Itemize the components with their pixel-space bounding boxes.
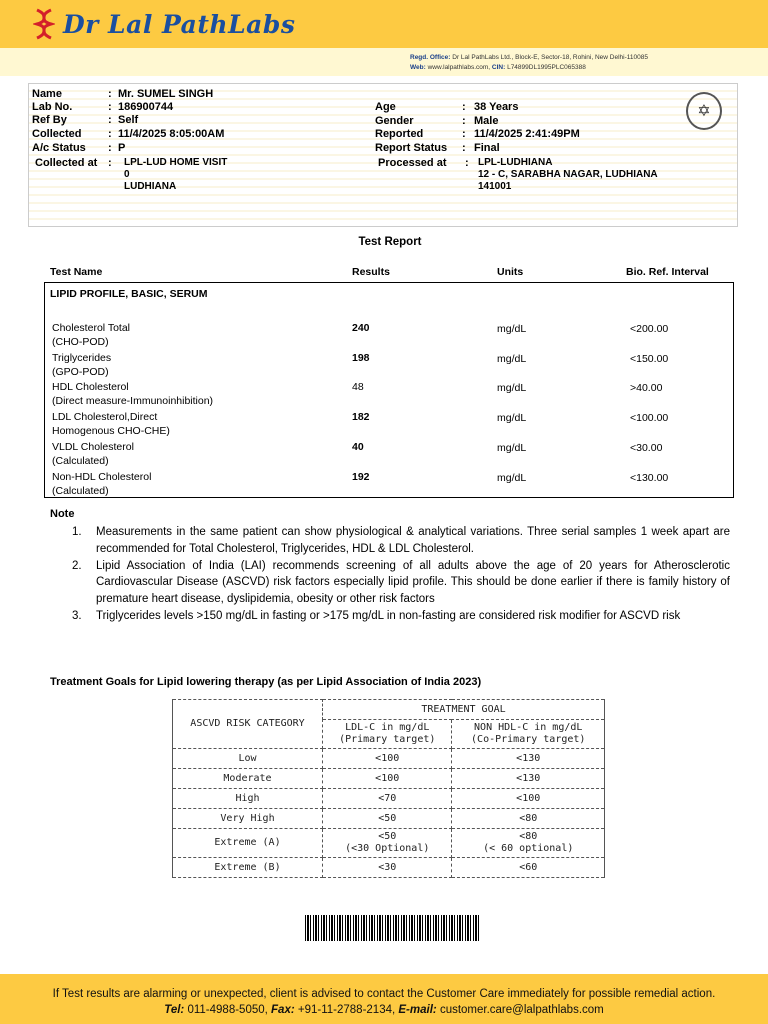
test-method: (Calculated) — [52, 484, 109, 497]
test-name: Non-HDL Cholesterol — [52, 470, 152, 483]
test-ref-interval: <200.00 — [630, 323, 669, 335]
goal-row — [173, 789, 605, 809]
collected-at-line: LUDHIANA — [124, 181, 177, 192]
risk-category: Low — [173, 749, 323, 769]
risk-category: Extreme (B) — [173, 858, 323, 878]
field-value: Final — [474, 142, 500, 154]
tel-value: 011-4988-5050, — [187, 1004, 268, 1016]
test-method: (CHO-POD) — [52, 336, 109, 348]
goal-row — [173, 769, 605, 789]
goal-row — [173, 829, 605, 858]
web-label: Web: — [410, 64, 426, 71]
goal-row — [173, 858, 605, 878]
test-name: VLDL Cholesterol — [52, 440, 134, 453]
test-result: 192 — [352, 470, 370, 483]
test-name: Triglycerides — [52, 351, 112, 364]
note-number: 3. — [72, 609, 82, 622]
test-result: 240 — [352, 322, 370, 334]
email-link[interactable]: customer.care@lalpathlabs.com — [439, 1004, 604, 1016]
table-row — [52, 321, 130, 349]
test-unit: mg/dL — [497, 441, 527, 454]
field-label: Ref By — [32, 114, 67, 126]
field-label: Report Status — [375, 142, 448, 154]
fax-label: Fax: — [271, 1004, 295, 1016]
header-subband — [0, 48, 768, 76]
collected-at-line: 0 — [124, 169, 130, 180]
tel-label: Tel: — [164, 1004, 185, 1016]
test-ref-interval: >40.00 — [630, 382, 663, 395]
test-ref-interval: <30.00 — [630, 441, 663, 454]
test-method: (Direct measure-Immunoinhibition) — [52, 395, 214, 408]
col-test-name: Test Name — [50, 266, 103, 278]
note-item — [72, 608, 730, 625]
nonhdl-target: <130 — [452, 749, 605, 769]
field-value: 11/4/2025 8:05:00AM — [118, 128, 225, 140]
test-result: 198 — [352, 351, 370, 364]
processed-at-label: Processed at — [378, 157, 447, 169]
field-label: Lab No. — [32, 101, 73, 113]
colon: : — [108, 88, 112, 100]
cin-value: L74899DL1995PLC065388 — [507, 64, 586, 71]
footer-advice: If Test results are alarming or unexpected, client is advised to contact the Customer Care immediately for possible remedial action. — [52, 988, 716, 1000]
field-label: Age — [375, 101, 396, 113]
field-value: 186900744 — [118, 101, 174, 113]
test-unit: mg/dL — [497, 352, 527, 365]
web-link[interactable]: www.lalpathlabs.com, — [427, 64, 491, 71]
test-name: LDL Cholesterol,Direct — [52, 411, 158, 424]
test-unit: mg/dL — [497, 471, 527, 484]
colon: : — [108, 114, 112, 126]
test-result: 182 — [352, 411, 370, 424]
test-ref-interval: <150.00 — [630, 352, 669, 365]
treatment-goals-table — [172, 699, 605, 878]
colon: : — [462, 128, 466, 140]
col-risk-category: ASCVD RISK CATEGORY — [173, 700, 323, 749]
collected-at-line: LPL-LUD HOME VISIT — [124, 157, 228, 168]
barcode — [305, 915, 480, 941]
colon: : — [108, 128, 112, 140]
test-result: 40 — [352, 440, 364, 453]
risk-category: Very High — [173, 809, 323, 829]
test-name: HDL Cholesterol — [52, 381, 129, 394]
report-title: Test Report — [358, 236, 422, 248]
email-label: E-mail: — [398, 1004, 437, 1016]
field-value: 11/4/2025 2:41:49PM — [474, 128, 580, 140]
col-units: Units — [497, 266, 524, 278]
risk-category: Moderate — [173, 769, 323, 789]
panel-name: LIPID PROFILE, BASIC, SERUM — [50, 288, 208, 300]
ldl-target: <50 (<30 Optional) — [323, 829, 452, 858]
footer — [0, 974, 768, 1024]
nonhdl-target: <100 — [452, 789, 605, 809]
field-value: Male — [474, 115, 499, 127]
brand-logo — [33, 8, 295, 40]
fax-value: +91-11-2788-2134, — [297, 1004, 396, 1016]
note-item — [72, 524, 730, 558]
col-ref-interval: Bio. Ref. Interval — [626, 266, 709, 278]
colon: : — [465, 157, 469, 169]
nonhdl-target: <60 — [452, 858, 605, 878]
test-ref-interval: <130.00 — [630, 471, 669, 484]
test-unit: mg/dL — [497, 412, 527, 425]
processed-at-line: LPL-LUDHIANA — [478, 157, 553, 168]
field-value: 38 Years — [474, 101, 519, 113]
col-nonhdl: NON HDL-C in mg/dL (Co-Primary target) — [452, 720, 605, 749]
note-text: Triglycerides levels >150 mg/dL in fasting or >175 mg/dL in non-fasting are considered risk modifier for ASCVD risk — [96, 609, 681, 622]
note-text: Lipid Association of India (LAI) recommends screening of all adults above the age of 20 years for Atherosclerotic Cardiovascular Disease (ASCVD) risk factors especially lipid profile. This should be done earlier if there is family history of premature heart disease, dyslipidemia, obesity or other risk factors — [96, 559, 730, 606]
ldl-target: <100 — [323, 749, 452, 769]
colon: : — [462, 115, 466, 127]
test-unit: mg/dL — [497, 382, 527, 395]
colon: : — [108, 157, 112, 169]
test-ref-interval: <100.00 — [630, 412, 669, 425]
nonhdl-target: <80 — [452, 809, 605, 829]
field-label: Collected — [32, 128, 82, 140]
office-info — [410, 53, 648, 73]
nonhdl-target: <130 — [452, 769, 605, 789]
treatment-goals-heading: Treatment Goals for Lipid lowering therapy (as per Lipid Association of India 2023) — [50, 676, 482, 688]
test-result: 48 — [352, 381, 364, 394]
risk-category: High — [173, 789, 323, 809]
note-item — [72, 558, 730, 608]
note-number: 2. — [72, 559, 82, 572]
ldl-target: <70 — [323, 789, 452, 809]
test-method: Homogenous CHO-CHE) — [52, 425, 170, 438]
colon: : — [462, 101, 466, 113]
table-row — [52, 351, 111, 379]
field-label: Reported — [375, 128, 424, 140]
colon: : — [462, 142, 466, 154]
field-label: A/c Status — [32, 142, 86, 154]
field-value: P — [118, 142, 126, 154]
colon: : — [108, 142, 112, 154]
processed-at-line: 12 - C, SARABHA NAGAR, LUDHIANA — [478, 169, 658, 180]
ldl-target: <100 — [323, 769, 452, 789]
note-text: Measurements in the same patient can show physiological & analytical variations. Three serial samples 1 week apart are recommended for Total Cholesterol, Triglycerides, HDL & LDL Cholesterol. — [96, 526, 730, 555]
goal-row — [173, 809, 605, 829]
test-name: Cholesterol Total — [52, 322, 131, 334]
table-row — [52, 470, 151, 498]
cin-label: CIN: — [491, 64, 506, 71]
colon: : — [108, 101, 112, 113]
accreditation-seal-icon: ✡ — [686, 92, 722, 130]
col-results: Results — [352, 266, 390, 278]
note-number: 1. — [72, 526, 82, 538]
field-value: Self — [118, 114, 139, 126]
test-method: (Calculated) — [52, 454, 109, 467]
risk-category: Extreme (A) — [173, 829, 323, 858]
note-list — [72, 524, 730, 625]
table-row — [52, 410, 170, 438]
ldl-target: <50 — [323, 809, 452, 829]
table-row — [52, 380, 213, 408]
treatment-goal-header: TREATMENT GOAL — [323, 700, 605, 720]
brand-name: Dr Lal PathLabs — [63, 9, 296, 39]
table-row — [52, 440, 134, 468]
field-value: Mr. SUMEL SINGH — [118, 88, 214, 100]
goal-row — [173, 749, 605, 769]
ldl-target: <30 — [323, 858, 452, 878]
dna-logo-icon — [33, 8, 55, 40]
field-label: Name — [32, 88, 62, 100]
col-ldl: LDL-C in mg/dL (Primary target) — [323, 720, 452, 749]
office-label: Regd. Office: — [410, 54, 451, 61]
test-unit: mg/dL — [497, 323, 527, 335]
field-label: Gender — [375, 115, 414, 127]
test-method: (GPO-POD) — [52, 365, 109, 378]
office-address: Dr Lal PathLabs Ltd., Block-E, Sector-18, Rohini, New Delhi-110085 — [452, 54, 648, 61]
nonhdl-target: <80 (< 60 optional) — [452, 829, 605, 858]
collected-at-label: Collected at — [35, 157, 98, 169]
note-heading: Note — [50, 508, 75, 520]
processed-at-line: 141001 — [478, 181, 512, 192]
